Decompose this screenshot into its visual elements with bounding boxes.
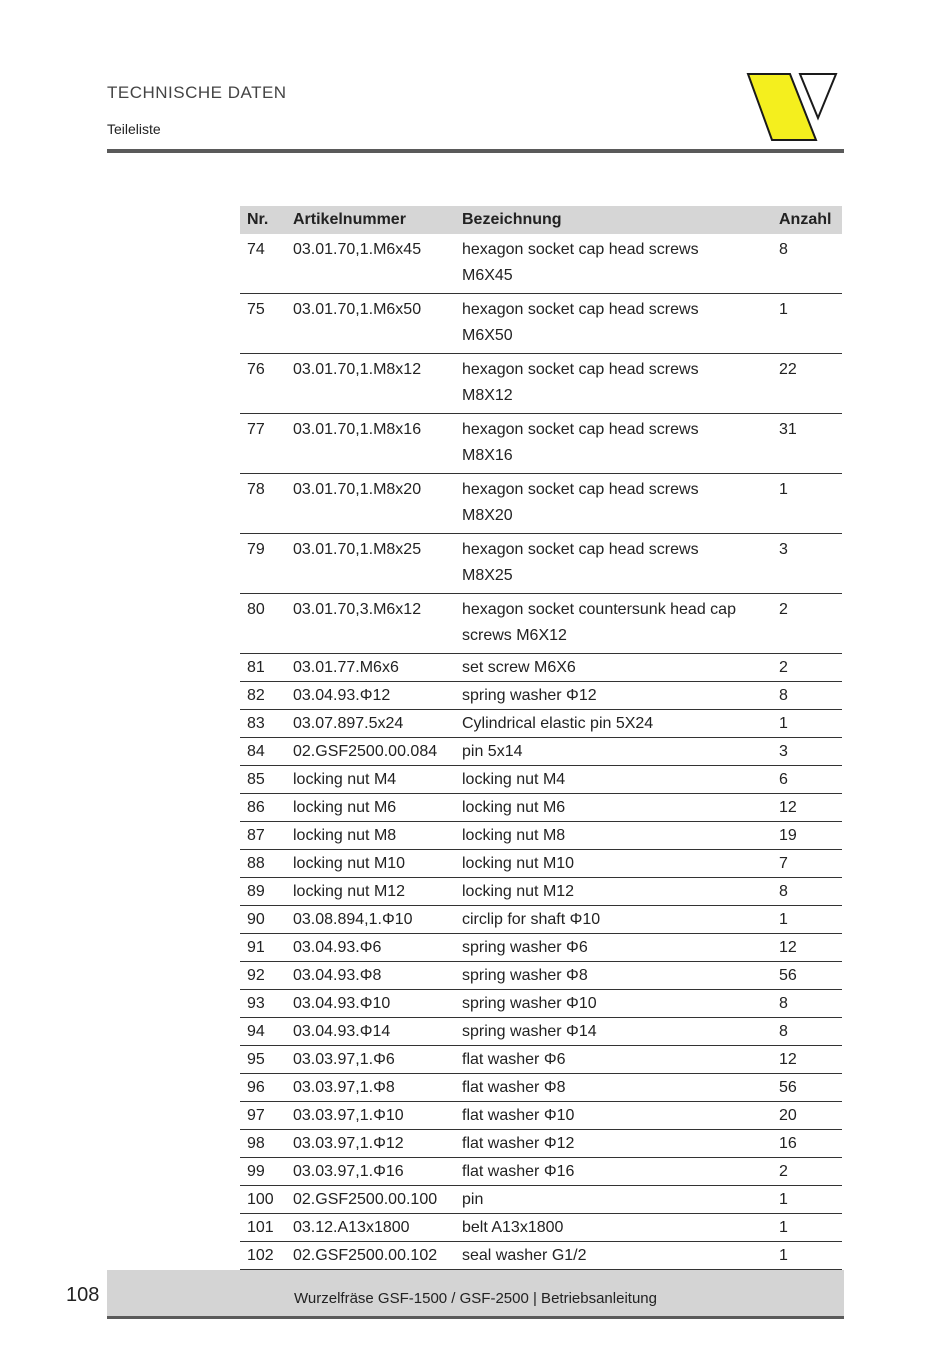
bezeichnung-line: M8X25 bbox=[462, 567, 513, 584]
cell-anzahl: 22 bbox=[772, 354, 842, 414]
cell-anzahl: 6 bbox=[772, 766, 842, 794]
cell-bezeichnung bbox=[455, 1046, 772, 1074]
cell-artikelnummer: 03.01.70,1.M8x25 bbox=[286, 534, 455, 594]
bezeichnung-line: spring washer Φ6 bbox=[462, 939, 588, 956]
cell-nr: 77 bbox=[240, 414, 286, 474]
bezeichnung-line: M8X16 bbox=[462, 447, 513, 464]
cell-anzahl: 1 bbox=[772, 294, 842, 354]
bezeichnung-line: hexagon socket cap head screws bbox=[462, 241, 699, 258]
cell-nr: 92 bbox=[240, 962, 286, 990]
cell-anzahl: 2 bbox=[772, 594, 842, 654]
cell-nr: 84 bbox=[240, 738, 286, 766]
bezeichnung-line: hexagon socket cap head screws bbox=[462, 481, 699, 498]
table-row bbox=[240, 354, 842, 414]
table-row bbox=[240, 234, 842, 294]
cell-nr: 100 bbox=[240, 1186, 286, 1214]
table-row bbox=[240, 794, 842, 822]
cell-nr: 97 bbox=[240, 1102, 286, 1130]
cell-bezeichnung bbox=[455, 1214, 772, 1242]
cell-anzahl: 19 bbox=[772, 822, 842, 850]
cell-anzahl: 1 bbox=[772, 710, 842, 738]
table-row bbox=[240, 682, 842, 710]
cell-artikelnummer: 03.01.70,1.M8x20 bbox=[286, 474, 455, 534]
bezeichnung-line: M6X50 bbox=[462, 327, 513, 344]
table-row bbox=[240, 594, 842, 654]
cell-bezeichnung bbox=[455, 654, 772, 682]
bezeichnung-line: spring washer Φ14 bbox=[462, 1023, 597, 1040]
cell-artikelnummer: locking nut M10 bbox=[286, 850, 455, 878]
cell-nr: 88 bbox=[240, 850, 286, 878]
cell-bezeichnung bbox=[455, 1018, 772, 1046]
bezeichnung-line: locking nut M6 bbox=[462, 799, 566, 816]
cell-bezeichnung bbox=[455, 906, 772, 934]
cell-anzahl: 1 bbox=[772, 1242, 842, 1270]
cell-artikelnummer: 03.03.97,1.Φ10 bbox=[286, 1102, 455, 1130]
table-row bbox=[240, 294, 842, 354]
bezeichnung-line: spring washer Φ8 bbox=[462, 967, 588, 984]
cell-artikelnummer: locking nut M8 bbox=[286, 822, 455, 850]
cell-artikelnummer: 03.03.97,1.Φ12 bbox=[286, 1130, 455, 1158]
page-number: 108 bbox=[66, 1284, 100, 1306]
cell-artikelnummer: 03.01.70,1.M8x12 bbox=[286, 354, 455, 414]
cell-anzahl: 20 bbox=[772, 1102, 842, 1130]
cell-bezeichnung bbox=[455, 1074, 772, 1102]
cell-nr: 79 bbox=[240, 534, 286, 594]
cell-anzahl: 16 bbox=[772, 1130, 842, 1158]
cell-bezeichnung bbox=[455, 354, 772, 414]
bezeichnung-line: pin bbox=[462, 1191, 484, 1208]
cell-artikelnummer: 03.01.70,1.M6x45 bbox=[286, 234, 455, 294]
table-row bbox=[240, 906, 842, 934]
cell-nr: 94 bbox=[240, 1018, 286, 1046]
cell-nr: 102 bbox=[240, 1242, 286, 1270]
cell-anzahl: 56 bbox=[772, 962, 842, 990]
cell-artikelnummer: 02.GSF2500.00.100 bbox=[286, 1186, 455, 1214]
section-subtitle: Teileliste bbox=[107, 121, 161, 137]
column-header-bezeichnung: Bezeichnung bbox=[455, 206, 772, 234]
bezeichnung-line: set screw M6X6 bbox=[462, 659, 576, 676]
cell-nr: 81 bbox=[240, 654, 286, 682]
cell-anzahl: 1 bbox=[772, 1214, 842, 1242]
cell-artikelnummer: 03.01.70,1.M6x50 bbox=[286, 294, 455, 354]
cell-anzahl: 7 bbox=[772, 850, 842, 878]
bezeichnung-line: M6X45 bbox=[462, 267, 513, 284]
cell-nr: 85 bbox=[240, 766, 286, 794]
bezeichnung-line: locking nut M12 bbox=[462, 883, 575, 900]
cell-artikelnummer: 03.08.894,1.Φ10 bbox=[286, 906, 455, 934]
bezeichnung-line: seal washer G1/2 bbox=[462, 1247, 587, 1264]
cell-bezeichnung bbox=[455, 766, 772, 794]
cell-anzahl: 3 bbox=[772, 534, 842, 594]
cell-bezeichnung bbox=[455, 710, 772, 738]
cell-anzahl: 8 bbox=[772, 682, 842, 710]
cell-bezeichnung bbox=[455, 990, 772, 1018]
cell-bezeichnung bbox=[455, 414, 772, 474]
table-body bbox=[240, 234, 842, 1298]
cell-anzahl: 1 bbox=[772, 1186, 842, 1214]
cell-anzahl: 2 bbox=[772, 654, 842, 682]
table-row bbox=[240, 990, 842, 1018]
cell-nr: 80 bbox=[240, 594, 286, 654]
cell-anzahl: 8 bbox=[772, 234, 842, 294]
cell-bezeichnung bbox=[455, 682, 772, 710]
bezeichnung-line: M8X12 bbox=[462, 387, 513, 404]
cell-bezeichnung bbox=[455, 794, 772, 822]
cell-bezeichnung bbox=[455, 1102, 772, 1130]
cell-bezeichnung bbox=[455, 738, 772, 766]
table-row bbox=[240, 414, 842, 474]
column-header-artikelnummer: Artikelnummer bbox=[286, 206, 455, 234]
company-logo bbox=[744, 68, 840, 146]
bezeichnung-line: circlip for shaft Φ10 bbox=[462, 911, 601, 928]
cell-anzahl: 56 bbox=[772, 1074, 842, 1102]
cell-anzahl: 1 bbox=[772, 474, 842, 534]
cell-bezeichnung bbox=[455, 474, 772, 534]
cell-nr: 95 bbox=[240, 1046, 286, 1074]
table-row bbox=[240, 962, 842, 990]
table-row bbox=[240, 1046, 842, 1074]
cell-nr: 101 bbox=[240, 1214, 286, 1242]
bezeichnung-line: flat washer Φ16 bbox=[462, 1163, 575, 1180]
bezeichnung-line: flat washer Φ10 bbox=[462, 1107, 575, 1124]
cell-anzahl: 3 bbox=[772, 738, 842, 766]
footer-text: Wurzelfräse GSF-1500 / GSF-2500 | Betriebsanleitung bbox=[294, 1290, 657, 1307]
table-row bbox=[240, 766, 842, 794]
cell-anzahl: 12 bbox=[772, 934, 842, 962]
bezeichnung-line: Cylindrical elastic pin 5X24 bbox=[462, 715, 654, 732]
bezeichnung-line: pin 5x14 bbox=[462, 743, 523, 760]
cell-artikelnummer: 03.12.A13x1800 bbox=[286, 1214, 455, 1242]
table-row bbox=[240, 1130, 842, 1158]
cell-artikelnummer: 03.03.97,1.Φ6 bbox=[286, 1046, 455, 1074]
bezeichnung-line: flat washer Φ6 bbox=[462, 1051, 566, 1068]
cell-bezeichnung bbox=[455, 962, 772, 990]
cell-bezeichnung bbox=[455, 234, 772, 294]
cell-anzahl: 8 bbox=[772, 878, 842, 906]
bezeichnung-line: hexagon socket cap head screws bbox=[462, 301, 699, 318]
cell-nr: 75 bbox=[240, 294, 286, 354]
cell-artikelnummer: 03.01.70,1.M8x16 bbox=[286, 414, 455, 474]
cell-bezeichnung bbox=[455, 294, 772, 354]
cell-anzahl: 12 bbox=[772, 1046, 842, 1074]
table-row bbox=[240, 934, 842, 962]
cell-anzahl: 2 bbox=[772, 1158, 842, 1186]
cell-bezeichnung bbox=[455, 594, 772, 654]
cell-anzahl: 12 bbox=[772, 794, 842, 822]
cell-artikelnummer: 03.04.93.Φ6 bbox=[286, 934, 455, 962]
cell-artikelnummer: 03.04.93.Φ14 bbox=[286, 1018, 455, 1046]
table-row bbox=[240, 850, 842, 878]
column-header-nr: Nr. bbox=[240, 206, 286, 234]
cell-nr: 98 bbox=[240, 1130, 286, 1158]
cell-artikelnummer: 03.03.97,1.Φ16 bbox=[286, 1158, 455, 1186]
bezeichnung-line: spring washer Φ12 bbox=[462, 687, 597, 704]
cell-bezeichnung bbox=[455, 1158, 772, 1186]
parts-table bbox=[240, 206, 842, 1298]
table-row bbox=[240, 1186, 842, 1214]
cell-nr: 86 bbox=[240, 794, 286, 822]
cell-bezeichnung bbox=[455, 822, 772, 850]
cell-artikelnummer: 02.GSF2500.00.102 bbox=[286, 1242, 455, 1270]
bezeichnung-line: spring washer Φ10 bbox=[462, 995, 597, 1012]
table-row bbox=[240, 1242, 842, 1270]
cell-bezeichnung bbox=[455, 1130, 772, 1158]
table-row bbox=[240, 534, 842, 594]
table-row bbox=[240, 878, 842, 906]
bezeichnung-line: flat washer Φ12 bbox=[462, 1135, 575, 1152]
table-row bbox=[240, 1158, 842, 1186]
cell-artikelnummer: locking nut M4 bbox=[286, 766, 455, 794]
column-header-anzahl: Anzahl bbox=[772, 206, 842, 234]
bezeichnung-line: hexagon socket countersunk head cap bbox=[462, 601, 736, 618]
cell-nr: 96 bbox=[240, 1074, 286, 1102]
table-row bbox=[240, 1074, 842, 1102]
cell-nr: 93 bbox=[240, 990, 286, 1018]
table-row bbox=[240, 654, 842, 682]
cell-nr: 87 bbox=[240, 822, 286, 850]
table-row bbox=[240, 822, 842, 850]
cell-bezeichnung bbox=[455, 1186, 772, 1214]
table-header-row bbox=[240, 206, 842, 234]
bezeichnung-line: hexagon socket cap head screws bbox=[462, 361, 699, 378]
bezeichnung-line: hexagon socket cap head screws bbox=[462, 421, 699, 438]
cell-artikelnummer: 02.GSF2500.00.084 bbox=[286, 738, 455, 766]
cell-bezeichnung bbox=[455, 878, 772, 906]
cell-nr: 78 bbox=[240, 474, 286, 534]
table-row bbox=[240, 1018, 842, 1046]
cell-nr: 82 bbox=[240, 682, 286, 710]
cell-anzahl: 8 bbox=[772, 990, 842, 1018]
cell-nr: 76 bbox=[240, 354, 286, 414]
table-row bbox=[240, 1102, 842, 1130]
bezeichnung-line: belt A13x1800 bbox=[462, 1219, 564, 1236]
cell-nr: 99 bbox=[240, 1158, 286, 1186]
cell-artikelnummer: locking nut M12 bbox=[286, 878, 455, 906]
table-row bbox=[240, 710, 842, 738]
table-row bbox=[240, 1214, 842, 1242]
cell-bezeichnung bbox=[455, 1242, 772, 1270]
bezeichnung-line: locking nut M10 bbox=[462, 855, 575, 872]
cell-nr: 91 bbox=[240, 934, 286, 962]
cell-nr: 83 bbox=[240, 710, 286, 738]
bezeichnung-line: screws M6X12 bbox=[462, 627, 567, 644]
cell-nr: 89 bbox=[240, 878, 286, 906]
footer-bar bbox=[107, 1270, 844, 1316]
bezeichnung-line: hexagon socket cap head screws bbox=[462, 541, 699, 558]
bezeichnung-line: locking nut M8 bbox=[462, 827, 566, 844]
table-row bbox=[240, 474, 842, 534]
cell-nr: 90 bbox=[240, 906, 286, 934]
cell-bezeichnung bbox=[455, 850, 772, 878]
page-title: TECHNISCHE DATEN bbox=[107, 83, 287, 102]
bezeichnung-line: locking nut M4 bbox=[462, 771, 566, 788]
cell-artikelnummer: 03.04.93.Φ10 bbox=[286, 990, 455, 1018]
cell-artikelnummer: 03.01.70,3.M6x12 bbox=[286, 594, 455, 654]
bezeichnung-line: M8X20 bbox=[462, 507, 513, 524]
cell-anzahl: 1 bbox=[772, 906, 842, 934]
footer-divider bbox=[107, 1316, 844, 1319]
cell-artikelnummer: 03.04.93.Φ8 bbox=[286, 962, 455, 990]
cell-bezeichnung bbox=[455, 534, 772, 594]
bezeichnung-line: flat washer Φ8 bbox=[462, 1079, 566, 1096]
cell-artikelnummer: locking nut M6 bbox=[286, 794, 455, 822]
cell-nr: 74 bbox=[240, 234, 286, 294]
cell-anzahl: 8 bbox=[772, 1018, 842, 1046]
cell-artikelnummer: 03.07.897.5x24 bbox=[286, 710, 455, 738]
cell-artikelnummer: 03.04.93.Φ12 bbox=[286, 682, 455, 710]
cell-artikelnummer: 03.01.77.M6x6 bbox=[286, 654, 455, 682]
header-divider bbox=[107, 149, 844, 153]
cell-bezeichnung bbox=[455, 934, 772, 962]
table-row bbox=[240, 738, 842, 766]
cell-anzahl: 31 bbox=[772, 414, 842, 474]
cell-artikelnummer: 03.03.97,1.Φ8 bbox=[286, 1074, 455, 1102]
